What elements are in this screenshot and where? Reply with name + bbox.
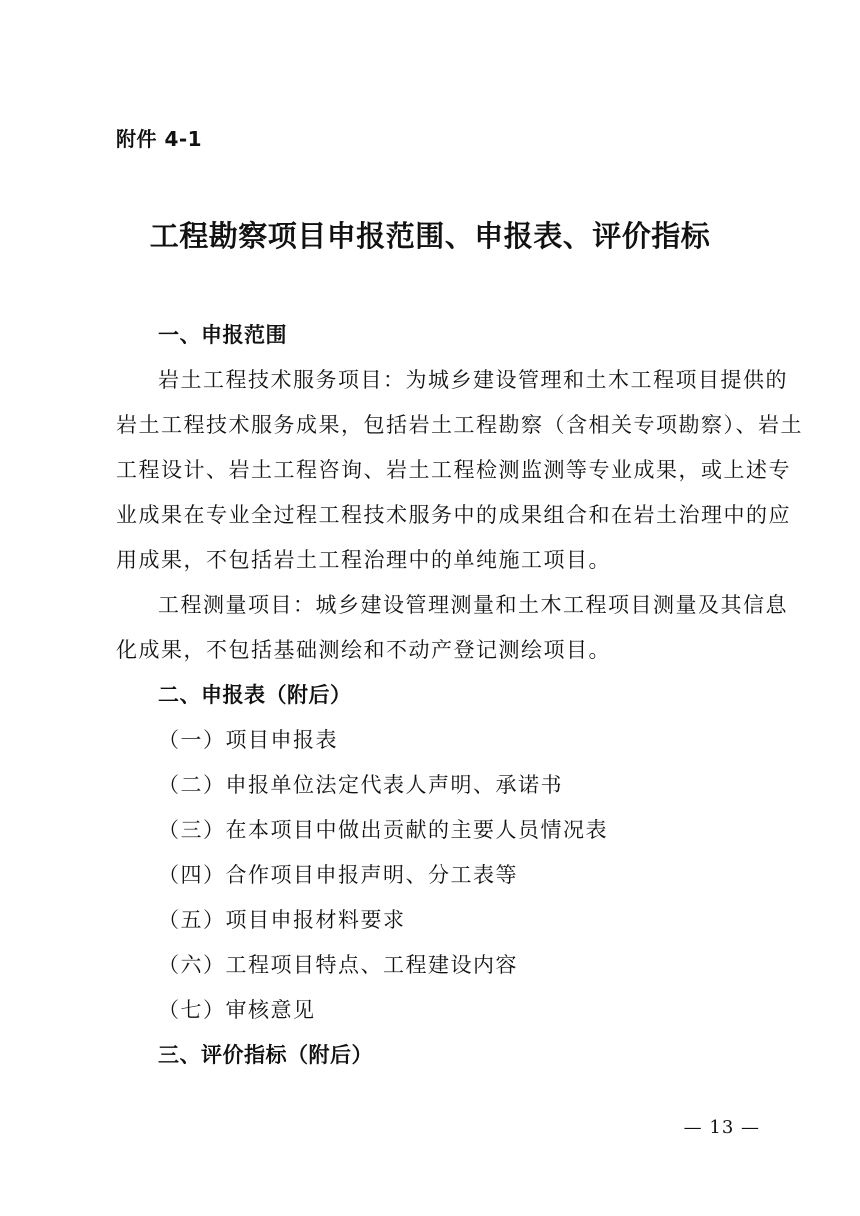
paragraph-line: 工程设计、岩土工程咨询、岩土工程检测监测等专业成果，或上述专	[116, 458, 791, 482]
paragraph-line: 岩土工程技术服务项目：为城乡建设管理和土木工程项目提供的	[158, 368, 788, 392]
paragraph-geotechnical-services	[116, 358, 803, 583]
forms-list	[116, 718, 748, 1033]
list-item: （二）申报单位法定代表人声明、承诺书	[158, 773, 563, 797]
paragraph-line: 岩土工程技术服务成果，包括岩土工程勘察（含相关专项勘察）、岩土	[116, 413, 803, 437]
document-title: 工程勘察项目申报范围、申报表、评价指标	[149, 219, 711, 253]
document-body	[116, 313, 803, 1078]
list-item: （七）审核意见	[158, 998, 316, 1022]
page-number: — 13 —	[683, 1117, 760, 1138]
list-item: （四）合作项目申报声明、分工表等	[158, 863, 518, 887]
list-item: （一）项目申报表	[158, 728, 338, 752]
section-heading-forms: 二、申报表（附后）	[158, 683, 352, 707]
paragraph-line: 工程测量项目：城乡建设管理测量和土木工程项目测量及其信息	[158, 593, 788, 617]
attachment-label: 附件 4-1	[116, 127, 203, 151]
list-item: （三）在本项目中做出贡献的主要人员情况表	[158, 818, 608, 842]
list-item: （六）工程项目特点、工程建设内容	[158, 953, 518, 977]
paragraph-line: 用成果，不包括岩土工程治理中的单纯施工项目。	[116, 548, 611, 572]
paragraph-line: 化成果，不包括基础测绘和不动产登记测绘项目。	[116, 638, 611, 662]
paragraph-line: 业成果在专业全过程工程技术服务中的成果组合和在岩土治理中的应	[116, 503, 791, 527]
list-item: （五）项目申报材料要求	[158, 908, 406, 932]
paragraph-engineering-survey	[116, 583, 788, 673]
section-heading-scope: 一、申报范围	[158, 323, 287, 347]
section-heading-indicators: 三、评价指标（附后）	[158, 1043, 373, 1067]
